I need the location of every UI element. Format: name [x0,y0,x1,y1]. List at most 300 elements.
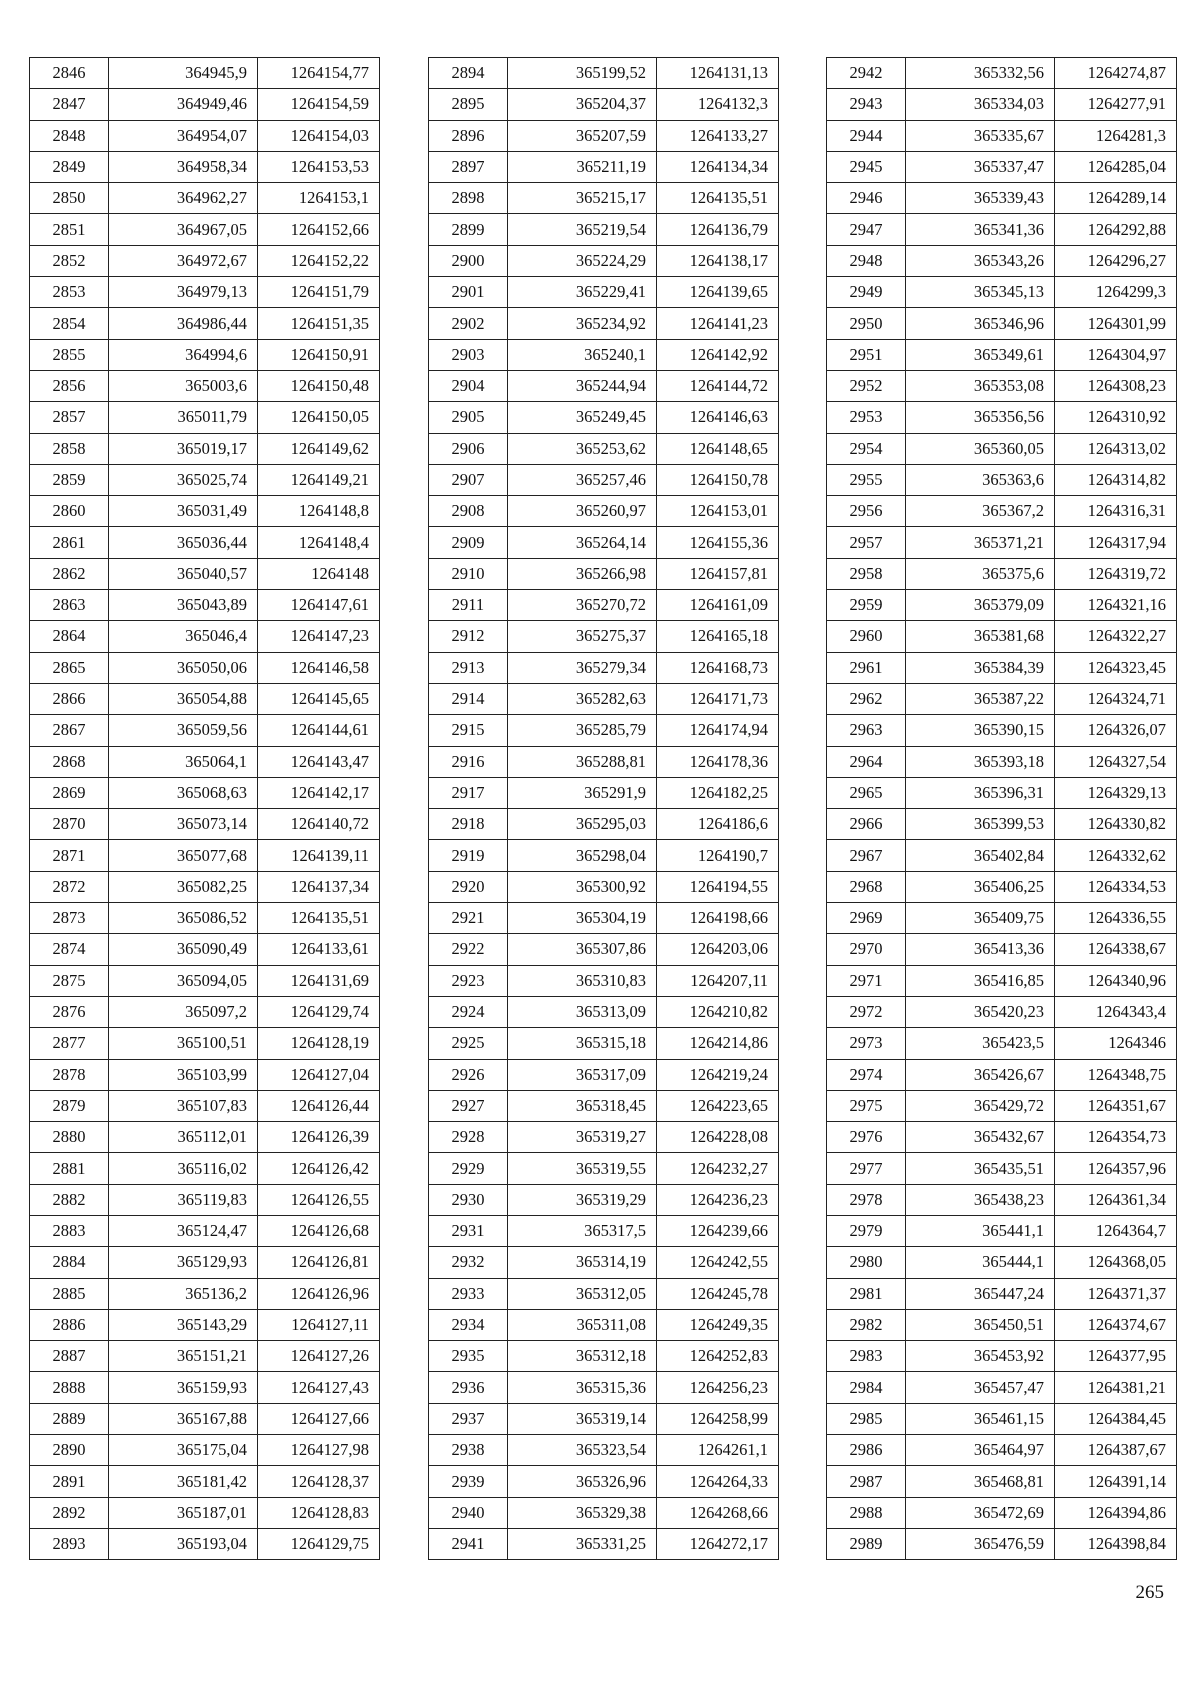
y-coordinate-cell: 1264150,48 [258,370,380,401]
x-coordinate-cell: 365413,36 [906,934,1055,965]
point-number-cell: 2896 [429,120,508,151]
point-number-cell: 2926 [429,1059,508,1090]
table-row [827,840,1177,871]
table-row [827,1435,1177,1466]
x-coordinate-cell: 365406,25 [906,871,1055,902]
table-row [30,58,380,89]
y-coordinate-cell: 1264340,96 [1055,965,1177,996]
table-row [429,89,779,120]
y-coordinate-cell: 1264357,96 [1055,1153,1177,1184]
y-coordinate-cell: 1264126,39 [258,1122,380,1153]
x-coordinate-cell: 365311,08 [508,1309,657,1340]
x-coordinate-cell: 365319,27 [508,1122,657,1153]
point-number-cell: 2870 [30,809,109,840]
x-coordinate-cell: 365090,49 [109,934,258,965]
x-coordinate-cell: 365326,96 [508,1466,657,1497]
table-row [30,809,380,840]
y-coordinate-cell: 1264190,7 [657,840,779,871]
point-number-cell: 2911 [429,590,508,621]
table-row [30,1059,380,1090]
point-number-cell: 2908 [429,496,508,527]
table-row [827,809,1177,840]
y-coordinate-cell: 1264152,22 [258,245,380,276]
x-coordinate-cell: 365270,72 [508,590,657,621]
x-coordinate-cell: 365275,37 [508,621,657,652]
y-coordinate-cell: 1264258,99 [657,1403,779,1434]
y-coordinate-cell: 1264128,83 [258,1497,380,1528]
x-coordinate-cell: 365457,47 [906,1372,1055,1403]
y-coordinate-cell: 1264150,91 [258,339,380,370]
table-row [30,1341,380,1372]
table-row [827,590,1177,621]
point-number-cell: 2971 [827,965,906,996]
point-number-cell: 2849 [30,151,109,182]
table-row [429,715,779,746]
y-coordinate-cell: 1264228,08 [657,1122,779,1153]
x-coordinate-cell: 365064,1 [109,746,258,777]
x-coordinate-cell: 365298,04 [508,840,657,871]
point-number-cell: 2955 [827,464,906,495]
point-number-cell: 2960 [827,621,906,652]
table-row [30,1184,380,1215]
table-row [30,683,380,714]
table-row [30,1215,380,1246]
table-row [827,1466,1177,1497]
table-row [827,683,1177,714]
point-number-cell: 2899 [429,214,508,245]
x-coordinate-cell: 365077,68 [109,840,258,871]
table-row [30,89,380,120]
table-row [429,245,779,276]
table-row [30,1153,380,1184]
y-coordinate-cell: 1264149,62 [258,433,380,464]
x-coordinate-cell: 365310,83 [508,965,657,996]
x-coordinate-cell: 365360,05 [906,433,1055,464]
table-row [827,1403,1177,1434]
x-coordinate-cell: 365315,18 [508,1028,657,1059]
x-coordinate-cell: 365304,19 [508,903,657,934]
y-coordinate-cell: 1264198,66 [657,903,779,934]
table-row [30,1309,380,1340]
x-coordinate-cell: 365438,23 [906,1184,1055,1215]
x-coordinate-cell: 364972,67 [109,245,258,276]
table-row [30,1372,380,1403]
x-coordinate-cell: 365312,05 [508,1278,657,1309]
point-number-cell: 2874 [30,934,109,965]
x-coordinate-cell: 365046,4 [109,621,258,652]
x-coordinate-cell: 365229,41 [508,277,657,308]
point-number-cell: 2862 [30,558,109,589]
x-coordinate-cell: 365371,21 [906,527,1055,558]
point-number-cell: 2952 [827,370,906,401]
table-row [827,308,1177,339]
y-coordinate-cell: 1264387,67 [1055,1435,1177,1466]
y-coordinate-cell: 1264268,66 [657,1497,779,1528]
x-coordinate-cell: 365329,38 [508,1497,657,1528]
x-coordinate-cell: 365282,63 [508,683,657,714]
point-number-cell: 2918 [429,809,508,840]
x-coordinate-cell: 365444,1 [906,1247,1055,1278]
table-row [827,965,1177,996]
point-number-cell: 2976 [827,1122,906,1153]
x-coordinate-cell: 364994,6 [109,339,258,370]
x-coordinate-cell: 365219,54 [508,214,657,245]
point-number-cell: 2929 [429,1153,508,1184]
point-number-cell: 2946 [827,183,906,214]
table-row [429,1122,779,1153]
y-coordinate-cell: 1264150,05 [258,402,380,433]
table-row [429,277,779,308]
point-number-cell: 2973 [827,1028,906,1059]
point-number-cell: 2906 [429,433,508,464]
x-coordinate-cell: 365346,96 [906,308,1055,339]
point-number-cell: 2872 [30,871,109,902]
x-coordinate-cell: 365429,72 [906,1090,1055,1121]
point-number-cell: 2882 [30,1184,109,1215]
x-coordinate-cell: 365119,83 [109,1184,258,1215]
point-number-cell: 2957 [827,527,906,558]
y-coordinate-cell: 1264391,14 [1055,1466,1177,1497]
table-row [827,89,1177,120]
table-row [827,903,1177,934]
point-number-cell: 2970 [827,934,906,965]
point-number-cell: 2922 [429,934,508,965]
point-number-cell: 2924 [429,996,508,1027]
x-coordinate-cell: 365468,81 [906,1466,1055,1497]
x-coordinate-cell: 365312,18 [508,1341,657,1372]
point-number-cell: 2972 [827,996,906,1027]
y-coordinate-cell: 1264245,78 [657,1278,779,1309]
point-number-cell: 2895 [429,89,508,120]
x-coordinate-cell: 365159,93 [109,1372,258,1403]
table-row [827,621,1177,652]
point-number-cell: 2915 [429,715,508,746]
table-row [429,433,779,464]
y-coordinate-cell: 1264128,19 [258,1028,380,1059]
y-coordinate-cell: 1264134,34 [657,151,779,182]
x-coordinate-cell: 365476,59 [906,1528,1055,1559]
x-coordinate-cell: 365151,21 [109,1341,258,1372]
table-row [827,339,1177,370]
y-coordinate-cell: 1264361,34 [1055,1184,1177,1215]
table-row [30,214,380,245]
x-coordinate-cell: 365288,81 [508,746,657,777]
x-coordinate-cell: 365432,67 [906,1122,1055,1153]
table-row [429,1153,779,1184]
x-coordinate-cell: 365381,68 [906,621,1055,652]
point-number-cell: 2941 [429,1528,508,1559]
table-row [827,1528,1177,1559]
table-row [429,308,779,339]
y-coordinate-cell: 1264242,55 [657,1247,779,1278]
y-coordinate-cell: 1264272,17 [657,1528,779,1559]
table-row [30,1497,380,1528]
y-coordinate-cell: 1264157,81 [657,558,779,589]
point-number-cell: 2965 [827,777,906,808]
y-coordinate-cell: 1264239,66 [657,1215,779,1246]
x-coordinate-cell: 365331,25 [508,1528,657,1559]
point-number-cell: 2947 [827,214,906,245]
table-row [827,527,1177,558]
x-coordinate-cell: 365435,51 [906,1153,1055,1184]
point-number-cell: 2871 [30,840,109,871]
coordinate-table-2 [428,57,779,1560]
x-coordinate-cell: 365279,34 [508,652,657,683]
x-coordinate-cell: 365068,63 [109,777,258,808]
y-coordinate-cell: 1264132,3 [657,89,779,120]
x-coordinate-cell: 365112,01 [109,1122,258,1153]
y-coordinate-cell: 1264292,88 [1055,214,1177,245]
y-coordinate-cell: 1264274,87 [1055,58,1177,89]
table-row [30,464,380,495]
x-coordinate-cell: 365390,15 [906,715,1055,746]
point-number-cell: 2981 [827,1278,906,1309]
y-coordinate-cell: 1264281,3 [1055,120,1177,151]
point-number-cell: 2890 [30,1435,109,1466]
point-number-cell: 2927 [429,1090,508,1121]
y-coordinate-cell: 1264174,94 [657,715,779,746]
x-coordinate-cell: 365416,85 [906,965,1055,996]
y-coordinate-cell: 1264137,34 [258,871,380,902]
point-number-cell: 2856 [30,370,109,401]
x-coordinate-cell: 365107,83 [109,1090,258,1121]
table-row [429,683,779,714]
point-number-cell: 2889 [30,1403,109,1434]
table-row [827,1028,1177,1059]
y-coordinate-cell: 1264131,69 [258,965,380,996]
x-coordinate-cell: 365393,18 [906,746,1055,777]
y-coordinate-cell: 1264334,53 [1055,871,1177,902]
x-coordinate-cell: 365363,6 [906,464,1055,495]
x-coordinate-cell: 365353,08 [906,370,1055,401]
y-coordinate-cell: 1264127,43 [258,1372,380,1403]
table-row [429,183,779,214]
point-number-cell: 2864 [30,621,109,652]
y-coordinate-cell: 1264148,8 [258,496,380,527]
y-coordinate-cell: 1264143,47 [258,746,380,777]
table-row [429,339,779,370]
y-coordinate-cell: 1264317,94 [1055,527,1177,558]
point-number-cell: 2961 [827,652,906,683]
point-number-cell: 2966 [827,809,906,840]
table-row [30,402,380,433]
x-coordinate-cell: 364979,13 [109,277,258,308]
y-coordinate-cell: 1264310,92 [1055,402,1177,433]
table-row [827,652,1177,683]
table-row [827,996,1177,1027]
table-row [30,1247,380,1278]
point-number-cell: 2921 [429,903,508,934]
table-row [30,496,380,527]
page-number: 265 [1135,1582,1164,1603]
table-row [827,464,1177,495]
y-coordinate-cell: 1264322,27 [1055,621,1177,652]
point-number-cell: 2875 [30,965,109,996]
point-number-cell: 2873 [30,903,109,934]
table-row [30,527,380,558]
x-coordinate-cell: 365073,14 [109,809,258,840]
y-coordinate-cell: 1264161,09 [657,590,779,621]
table-row [429,1184,779,1215]
x-coordinate-cell: 365167,88 [109,1403,258,1434]
x-coordinate-cell: 365011,79 [109,402,258,433]
table-row [30,370,380,401]
x-coordinate-cell: 365253,62 [508,433,657,464]
y-coordinate-cell: 1264152,66 [258,214,380,245]
y-coordinate-cell: 1264232,27 [657,1153,779,1184]
table-row [30,934,380,965]
y-coordinate-cell: 1264289,14 [1055,183,1177,214]
y-coordinate-cell: 1264140,72 [258,809,380,840]
x-coordinate-cell: 365313,09 [508,996,657,1027]
x-coordinate-cell: 365472,69 [906,1497,1055,1528]
table-row [30,746,380,777]
table-row [429,996,779,1027]
point-number-cell: 2936 [429,1372,508,1403]
x-coordinate-cell: 365215,17 [508,183,657,214]
y-coordinate-cell: 1264126,81 [258,1247,380,1278]
table-row [429,777,779,808]
point-number-cell: 2934 [429,1309,508,1340]
y-coordinate-cell: 1264142,17 [258,777,380,808]
table-row [429,1309,779,1340]
y-coordinate-cell: 1264236,23 [657,1184,779,1215]
x-coordinate-cell: 365143,29 [109,1309,258,1340]
y-coordinate-cell: 1264155,36 [657,527,779,558]
table-row [30,1028,380,1059]
x-coordinate-cell: 365103,99 [109,1059,258,1090]
point-number-cell: 2881 [30,1153,109,1184]
table-row [429,464,779,495]
table-row [827,1278,1177,1309]
point-number-cell: 2868 [30,746,109,777]
table-row [429,590,779,621]
point-number-cell: 2893 [30,1528,109,1559]
point-number-cell: 2930 [429,1184,508,1215]
point-number-cell: 2901 [429,277,508,308]
table-row [30,151,380,182]
point-number-cell: 2951 [827,339,906,370]
table-row [827,151,1177,182]
y-coordinate-cell: 1264249,35 [657,1309,779,1340]
y-coordinate-cell: 1264127,11 [258,1309,380,1340]
point-number-cell: 2847 [30,89,109,120]
table-row [429,1215,779,1246]
point-number-cell: 2923 [429,965,508,996]
point-number-cell: 2962 [827,683,906,714]
x-coordinate-cell: 365054,88 [109,683,258,714]
y-coordinate-cell: 1264146,58 [258,652,380,683]
y-coordinate-cell: 1264126,42 [258,1153,380,1184]
x-coordinate-cell: 365341,36 [906,214,1055,245]
x-coordinate-cell: 365367,2 [906,496,1055,527]
x-coordinate-cell: 365426,67 [906,1059,1055,1090]
y-coordinate-cell: 1264330,82 [1055,809,1177,840]
table-row [827,402,1177,433]
point-number-cell: 2857 [30,402,109,433]
point-number-cell: 2963 [827,715,906,746]
y-coordinate-cell: 1264133,61 [258,934,380,965]
table-row [429,1059,779,1090]
coordinate-table-1 [29,57,380,1560]
point-number-cell: 2982 [827,1309,906,1340]
x-coordinate-cell: 365204,37 [508,89,657,120]
x-coordinate-cell: 365086,52 [109,903,258,934]
y-coordinate-cell: 1264394,86 [1055,1497,1177,1528]
table-row [429,1247,779,1278]
x-coordinate-cell: 365396,31 [906,777,1055,808]
x-coordinate-cell: 365332,56 [906,58,1055,89]
y-coordinate-cell: 1264329,13 [1055,777,1177,808]
table-row [827,1372,1177,1403]
x-coordinate-cell: 365307,86 [508,934,657,965]
y-coordinate-cell: 1264264,33 [657,1466,779,1497]
point-number-cell: 2983 [827,1341,906,1372]
y-coordinate-cell: 1264296,27 [1055,245,1177,276]
table-row [429,840,779,871]
y-coordinate-cell: 1264346 [1055,1028,1177,1059]
table-row [827,277,1177,308]
x-coordinate-cell: 364954,07 [109,120,258,151]
point-number-cell: 2898 [429,183,508,214]
x-coordinate-cell: 365409,75 [906,903,1055,934]
x-coordinate-cell: 365375,6 [906,558,1055,589]
y-coordinate-cell: 1264150,78 [657,464,779,495]
y-coordinate-cell: 1264145,65 [258,683,380,714]
table-row [827,1341,1177,1372]
table-row [827,746,1177,777]
y-coordinate-cell: 1264384,45 [1055,1403,1177,1434]
point-number-cell: 2853 [30,277,109,308]
x-coordinate-cell: 365175,04 [109,1435,258,1466]
x-coordinate-cell: 365314,19 [508,1247,657,1278]
table-row [429,621,779,652]
point-number-cell: 2969 [827,903,906,934]
point-number-cell: 2975 [827,1090,906,1121]
y-coordinate-cell: 1264304,97 [1055,339,1177,370]
x-coordinate-cell: 364962,27 [109,183,258,214]
x-coordinate-cell: 365335,67 [906,120,1055,151]
x-coordinate-cell: 365257,46 [508,464,657,495]
y-coordinate-cell: 1264332,62 [1055,840,1177,871]
table-row [30,840,380,871]
coordinate-table-3 [826,57,1177,1560]
point-number-cell: 2858 [30,433,109,464]
point-number-cell: 2959 [827,590,906,621]
point-number-cell: 2887 [30,1341,109,1372]
y-coordinate-cell: 1264127,26 [258,1341,380,1372]
x-coordinate-cell: 365187,01 [109,1497,258,1528]
table-row [827,1122,1177,1153]
y-coordinate-cell: 1264261,1 [657,1435,779,1466]
y-coordinate-cell: 1264138,17 [657,245,779,276]
table-row [30,652,380,683]
table-row [827,1309,1177,1340]
y-coordinate-cell: 1264186,6 [657,809,779,840]
point-number-cell: 2988 [827,1497,906,1528]
x-coordinate-cell: 365318,45 [508,1090,657,1121]
point-number-cell: 2979 [827,1215,906,1246]
y-coordinate-cell: 1264154,03 [258,120,380,151]
y-coordinate-cell: 1264127,66 [258,1403,380,1434]
y-coordinate-cell: 1264364,7 [1055,1215,1177,1246]
point-number-cell: 2863 [30,590,109,621]
x-coordinate-cell: 365244,94 [508,370,657,401]
x-coordinate-cell: 365224,29 [508,245,657,276]
point-number-cell: 2885 [30,1278,109,1309]
x-coordinate-cell: 365291,9 [508,777,657,808]
y-coordinate-cell: 1264154,77 [258,58,380,89]
